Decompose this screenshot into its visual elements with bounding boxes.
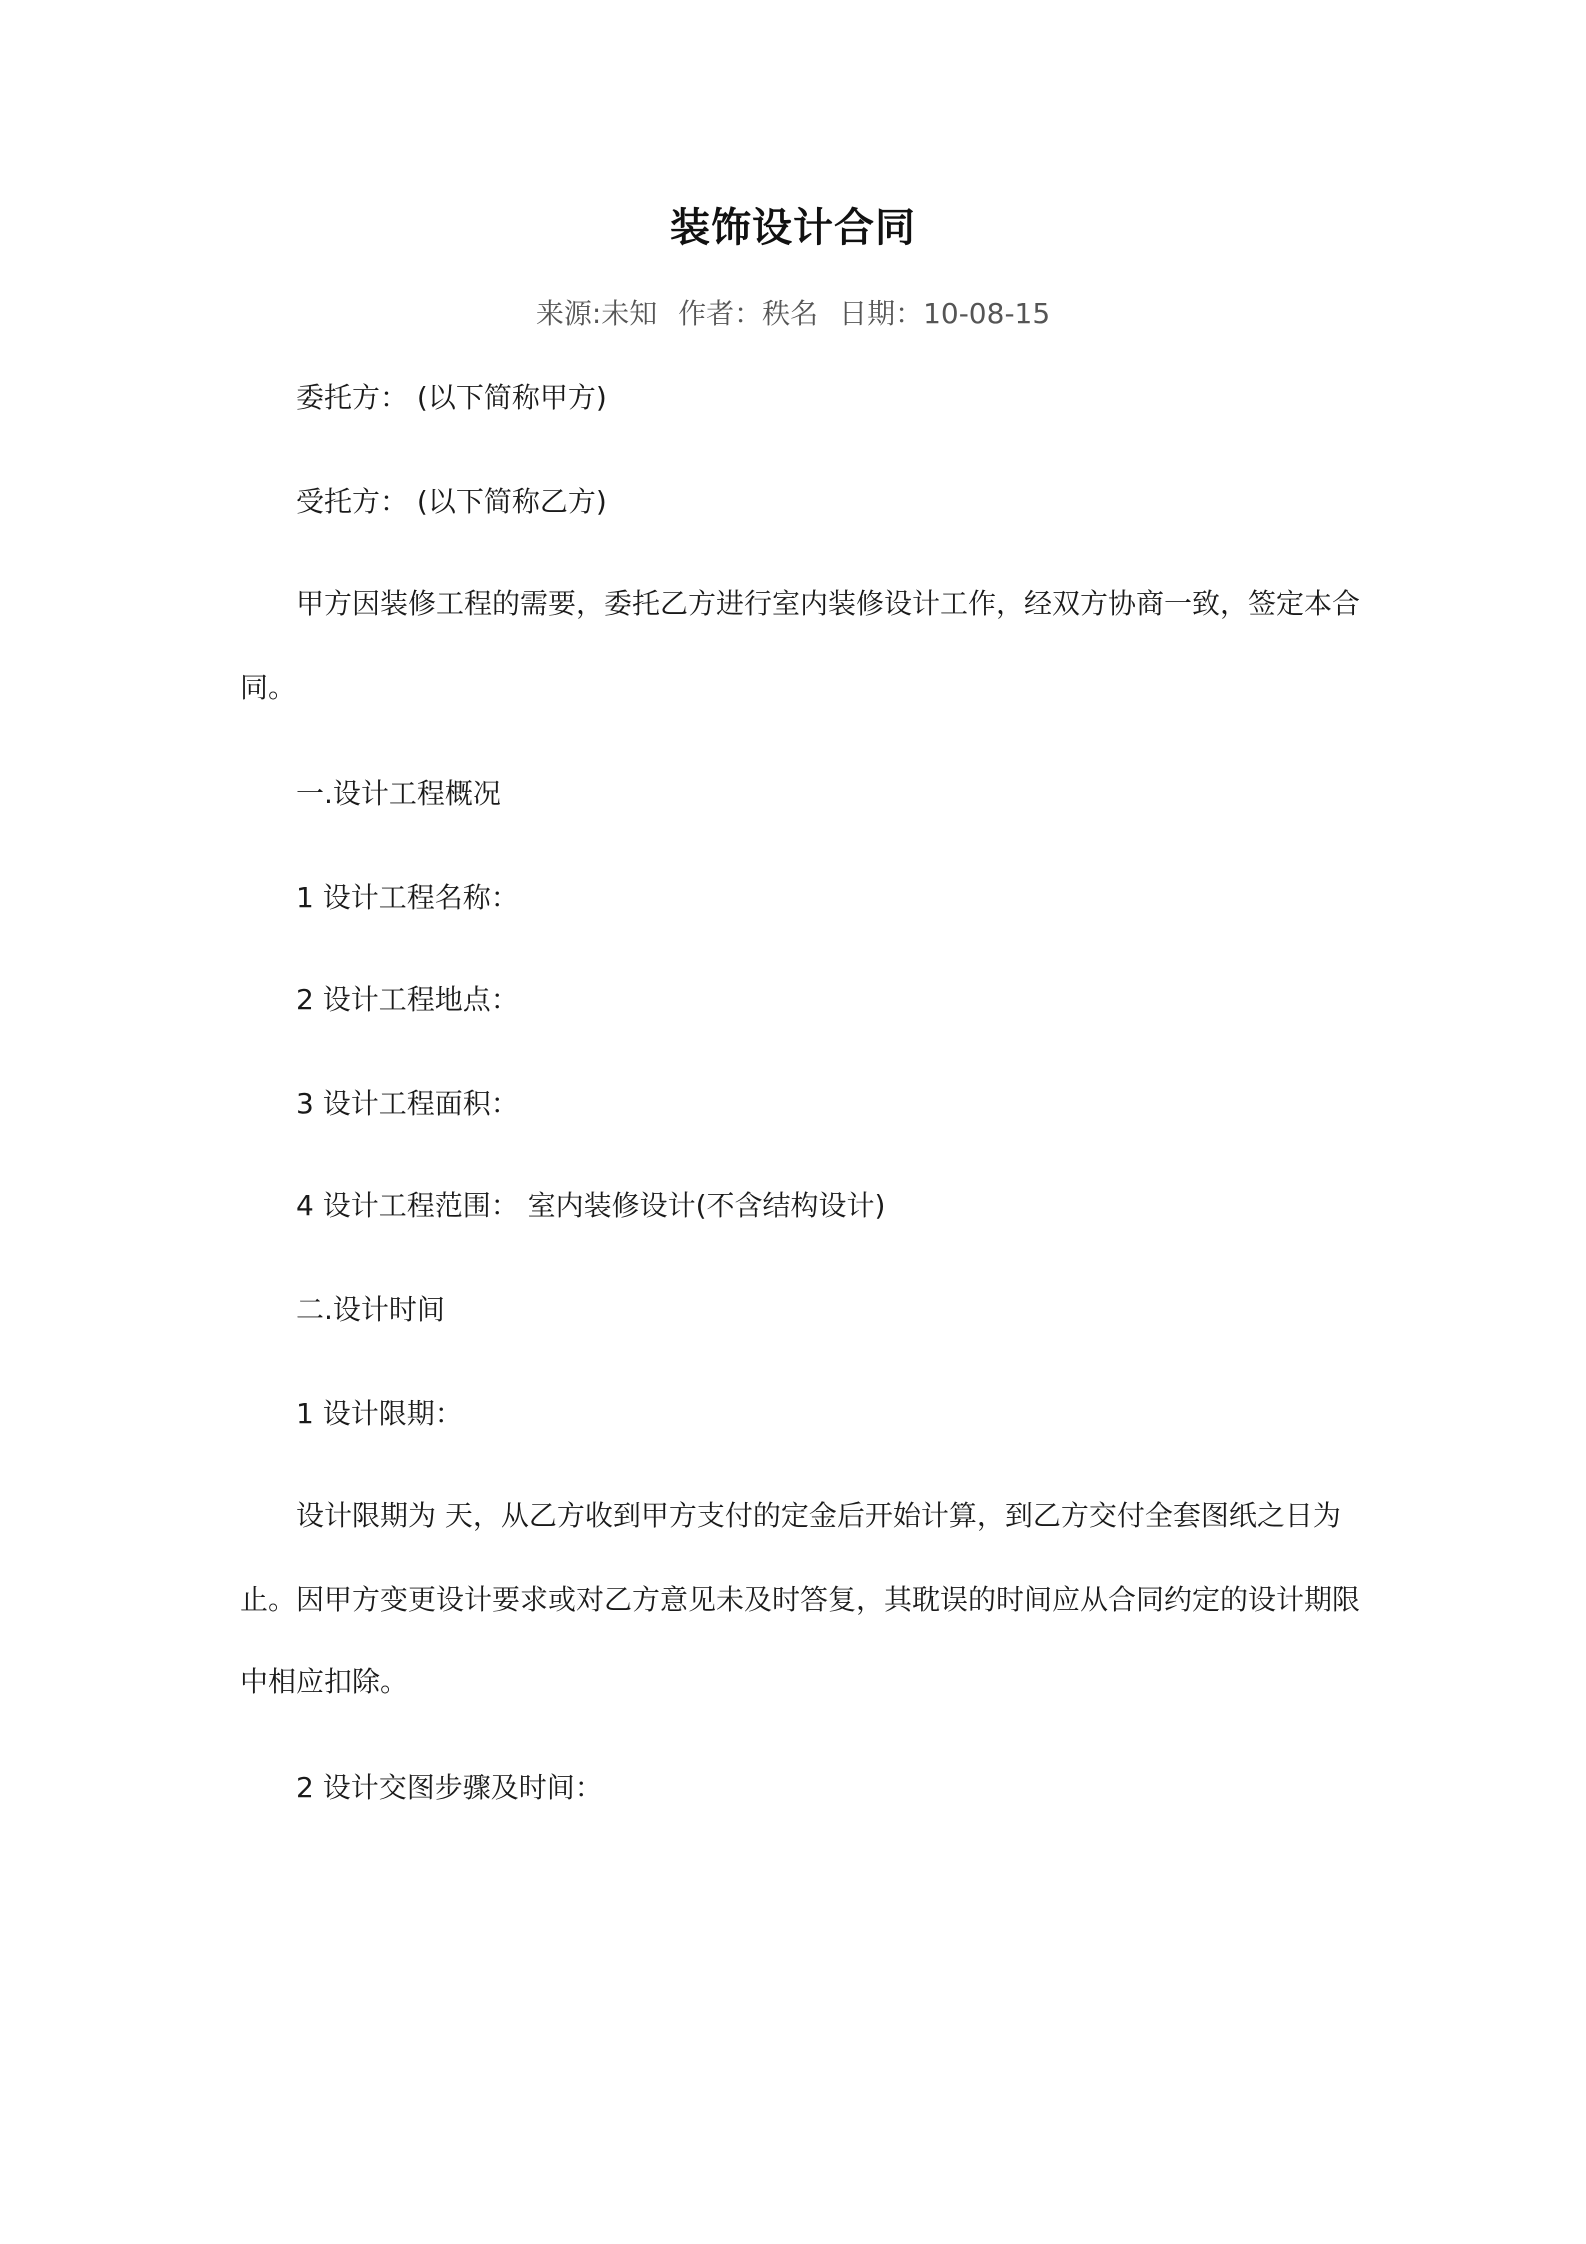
contractor-party-line: 受托方： (以下简称乙方) [296, 485, 607, 518]
design-period-line-3: 中相应扣除。 [240, 1665, 409, 1698]
project-location-line: 2 设计工程地点： [296, 983, 519, 1016]
section-heading-2: 二.设计时间 [296, 1293, 445, 1326]
preamble-line-2: 同。 [240, 671, 297, 704]
project-scope-line: 4 设计工程范围： 室内装修设计(不含结构设计) [296, 1189, 886, 1222]
client-party-line: 委托方： (以下简称甲方) [296, 381, 607, 414]
design-period-line-2: 止。因甲方变更设计要求或对乙方意见未及时答复，其耽误的时间应从合同约定的设计期限 [240, 1583, 1361, 1616]
document-meta [0, 292, 1586, 332]
design-period-line-1: 设计限期为 天，从乙方收到甲方支付的定金后开始计算，到乙方交付全套图纸之日为 [296, 1499, 1341, 1532]
delivery-steps-heading: 2 设计交图步骤及时间： [296, 1771, 603, 1804]
meta-source: 来源:未知 [535, 297, 658, 330]
project-name-line: 1 设计工程名称： [296, 881, 519, 914]
project-area-line: 3 设计工程面积： [296, 1087, 519, 1120]
meta-date: 日期：10-08-15 [839, 297, 1051, 330]
section-heading-1: 一.设计工程概况 [296, 777, 501, 810]
preamble-line-1: 甲方因装修工程的需要，委托乙方进行室内装修设计工作，经双方协商一致，签定本合 [296, 587, 1361, 620]
document-title: 装饰设计合同 [670, 205, 916, 251]
meta-author: 作者：秩名 [678, 297, 819, 330]
design-period-heading: 1 设计限期： [296, 1397, 463, 1430]
